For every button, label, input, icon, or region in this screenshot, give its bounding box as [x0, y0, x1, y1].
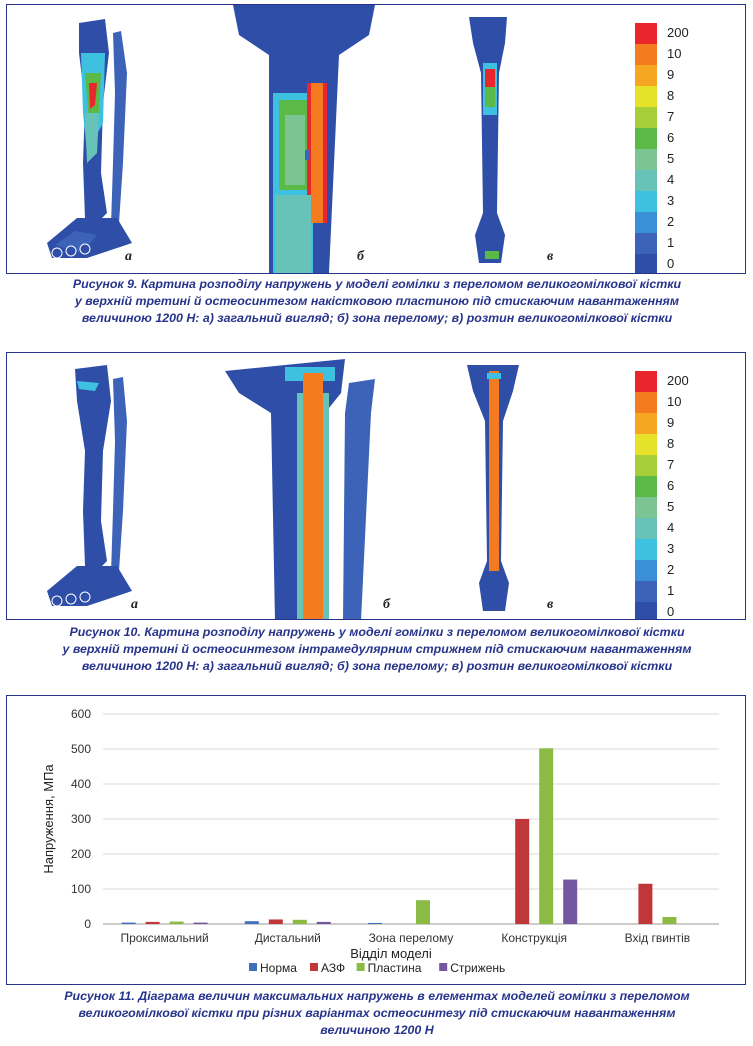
bar	[539, 748, 553, 924]
legend-swatch	[635, 392, 657, 413]
legend-swatch	[635, 455, 657, 476]
bar	[122, 923, 136, 924]
bar	[638, 884, 652, 924]
bar	[317, 922, 331, 924]
fig10-view-a	[27, 361, 167, 613]
legend-label: 4	[667, 520, 675, 535]
fig10-sublabel-b: б	[383, 597, 390, 612]
bar	[563, 880, 577, 924]
legend-label: Норма	[260, 961, 297, 975]
y-axis-label: Напруження, МПа	[41, 764, 56, 874]
legend-label: 2	[667, 214, 675, 229]
legend-swatch	[635, 602, 657, 620]
legend-swatch	[357, 963, 365, 971]
figure-10-panel	[6, 352, 746, 620]
legend-label: 3	[667, 541, 675, 556]
legend-swatch	[635, 539, 657, 560]
legend-swatch	[635, 149, 657, 170]
bar	[416, 900, 430, 924]
legend-label: 5	[667, 499, 675, 514]
bar	[293, 920, 307, 924]
bar	[662, 917, 676, 924]
fig10-sublabel-c: в	[547, 597, 554, 612]
bar	[245, 921, 259, 924]
x-tick-label: Зона перелому	[368, 931, 454, 945]
caption-line: Рисунок 11. Діаграма величин максимальних напружень в елементах моделей гомілки з переломом	[64, 989, 690, 1003]
legend-label: 9	[667, 415, 675, 430]
legend-swatch	[635, 254, 657, 274]
legend-swatch	[635, 560, 657, 581]
x-tick-label: Проксимальний	[120, 931, 209, 945]
fig9-sublabel-c: в	[547, 249, 554, 264]
legend-swatch	[635, 23, 657, 44]
stress-bar-chart	[7, 696, 745, 984]
legend-label: 6	[667, 478, 675, 493]
y-tick-label: 400	[70, 777, 91, 791]
legend-swatch	[635, 413, 657, 434]
y-tick-label: 500	[70, 742, 91, 756]
caption-line: Рисунок 10. Картина розподілу напружень у моделі гомілки з переломом великогомілкової кістки	[69, 625, 685, 639]
legend-swatch	[249, 963, 257, 971]
x-tick-label: Вхід гвинтів	[624, 931, 691, 945]
legend-label: 200	[667, 25, 689, 40]
legend-label: 0	[667, 256, 675, 271]
legend-swatch	[635, 497, 657, 518]
legend-label: 4	[667, 172, 675, 187]
bar	[515, 819, 529, 924]
y-tick-label: 600	[70, 707, 91, 721]
caption-line: величиною 1200 Н	[320, 1023, 434, 1037]
figure-11-caption	[6, 988, 748, 1039]
legend-swatch	[635, 476, 657, 497]
legend-swatch	[635, 581, 657, 602]
legend-swatch	[635, 170, 657, 191]
legend-label: 7	[667, 109, 675, 124]
y-tick-label: 100	[70, 882, 91, 896]
caption-line: у верхній третині й остеосинтезом інтрамедулярним стрижнем під стискаючим навантаженням	[62, 642, 692, 656]
y-tick-label: 200	[70, 847, 91, 861]
legend-label: 10	[667, 394, 682, 409]
legend-swatch	[635, 371, 657, 392]
legend-label: 5	[667, 151, 675, 166]
legend-swatch	[310, 963, 318, 971]
legend-swatch	[635, 44, 657, 65]
legend-label: 7	[667, 457, 675, 472]
caption-line: великогомілкової кістки при різних варіантах остеосинтезу під стискаючим навантаженням	[78, 1006, 676, 1020]
bar	[269, 919, 283, 924]
legend-label: 9	[667, 67, 675, 82]
x-tick-label: Дистальний	[254, 931, 321, 945]
y-tick-label: 300	[70, 812, 91, 826]
legend-swatch	[635, 233, 657, 254]
figure-10-caption	[6, 624, 748, 675]
legend-label: Пластина	[367, 961, 422, 975]
fig9-view-a	[27, 13, 167, 265]
legend-swatch	[635, 518, 657, 539]
legend-label: 1	[667, 235, 675, 250]
fig10-view-c	[459, 361, 529, 613]
legend-label: Стрижень	[450, 961, 506, 975]
legend-swatch	[439, 963, 447, 971]
bar	[170, 922, 184, 924]
y-tick-label: 0	[84, 917, 91, 931]
bar	[194, 923, 208, 924]
caption-line: величиною 1200 Н: а) загальний вигляд; б) зона перелому; в) розтин великогомілкової кістки	[81, 311, 673, 325]
fig9-view-b	[229, 5, 379, 273]
legend-label: 2	[667, 562, 675, 577]
legend-label: 6	[667, 130, 675, 145]
legend-swatch	[635, 86, 657, 107]
bar	[146, 922, 160, 924]
caption-line: Рисунок 9. Картина розподілу напружень у моделі гомілки з переломом великогомілкової кістки	[72, 277, 682, 291]
fig10-view-b	[225, 353, 395, 620]
legend-label: 8	[667, 88, 675, 103]
caption-line: величиною 1200 Н: а) загальний вигляд; б) зона перелому; в) розтин великогомілкової кістки	[81, 659, 673, 673]
legend-label: 1	[667, 583, 675, 598]
fig9-view-c	[455, 13, 525, 265]
figure-9-panel	[6, 4, 746, 274]
caption-line: у верхній третині й остеосинтезом накістковою пластиною під стискаючим навантаженням	[74, 294, 680, 308]
fig9-sublabel-b: б	[357, 249, 364, 264]
legend-swatch	[635, 191, 657, 212]
fig9-sublabel-a: а	[125, 249, 132, 264]
bar	[368, 923, 382, 924]
legend-label: 0	[667, 604, 675, 619]
fig10-sublabel-a: а	[131, 597, 138, 612]
legend-label: АЗФ	[321, 961, 346, 975]
legend-swatch	[635, 65, 657, 86]
legend-label: 3	[667, 193, 675, 208]
legend-label: 8	[667, 436, 675, 451]
legend-swatch	[635, 107, 657, 128]
legend-swatch	[635, 212, 657, 233]
legend-label: 10	[667, 46, 682, 61]
x-tick-label: Конструкція	[501, 931, 568, 945]
figure-11-panel	[6, 695, 746, 985]
figure-9-caption	[6, 276, 748, 327]
legend-swatch	[635, 434, 657, 455]
legend-label: 200	[667, 373, 689, 388]
legend-swatch	[635, 128, 657, 149]
x-axis-label: Відділ моделі	[350, 946, 432, 961]
